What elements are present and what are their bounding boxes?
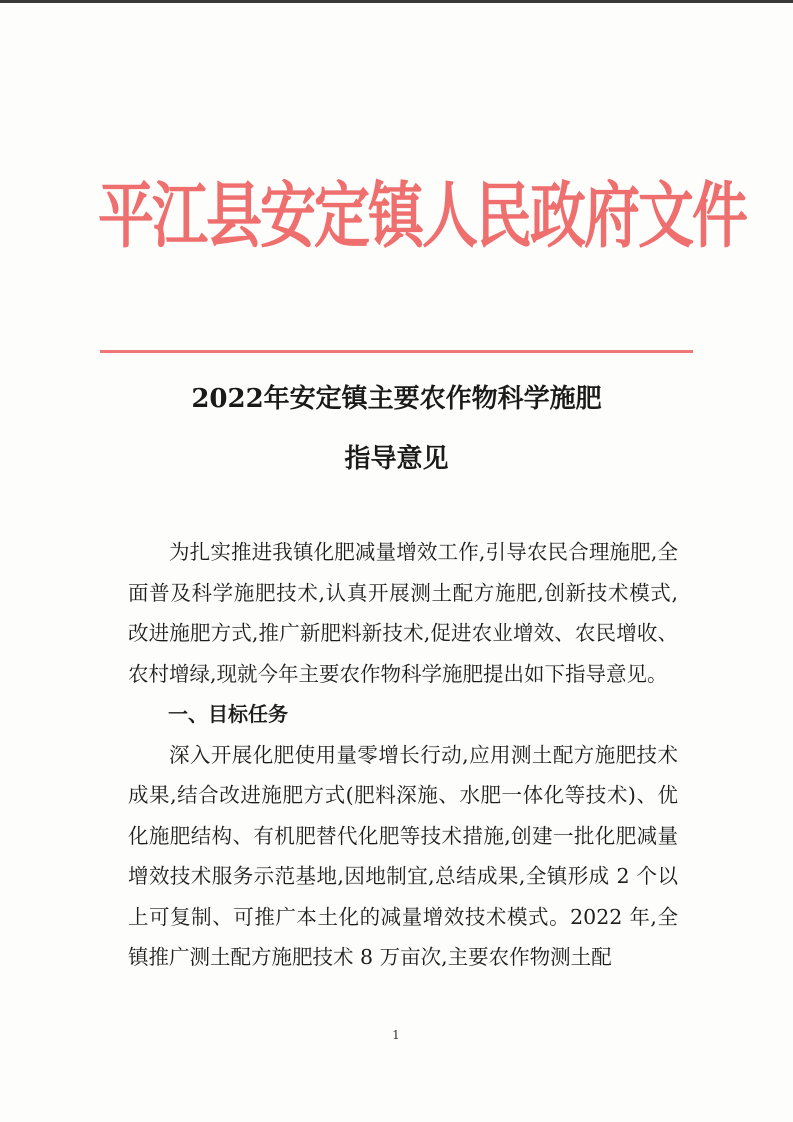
top-border-line	[0, 0, 793, 3]
document-title-line-2: 指导意见	[344, 444, 449, 474]
document-body	[128, 532, 678, 978]
red-separator-line	[100, 350, 693, 353]
page-number: 1	[392, 1028, 400, 1042]
objectives-paragraph: 深入开展化肥使用量零增长行动,应用测土配方施肥技术成果,结合改进施肥方式(肥料深施、水肥一体化等技术)、优化施肥结构、有机肥替代化肥等技术措施,创建一批化肥减量增效技术服务示范基地,因地制宜,总结成果,全镇形成 2 个以上可复制、可推广本土化的减量增效技术模式。2022 年,全镇推广测土配方施肥技术 8 万亩次,主要农作物测土配	[128, 742, 678, 969]
intro-paragraph: 为扎实推进我镇化肥减量增效工作,引导农民合理施肥,全面普及科学施肥技术,认真开展测土配方施肥,创新技术模式,改进施肥方式,推广新肥料新技术,促进农业增效、农民增收、农村增绿,现就今年主要农作物科学施肥提出如下指导意见。	[128, 540, 678, 686]
section-heading-objectives: 一、目标任务	[168, 702, 288, 726]
issuing-authority-header: 平江县安定镇人民政府文件	[98, 174, 746, 259]
document-title-line-1: 2022年安定镇主要农作物科学施肥	[191, 384, 602, 414]
